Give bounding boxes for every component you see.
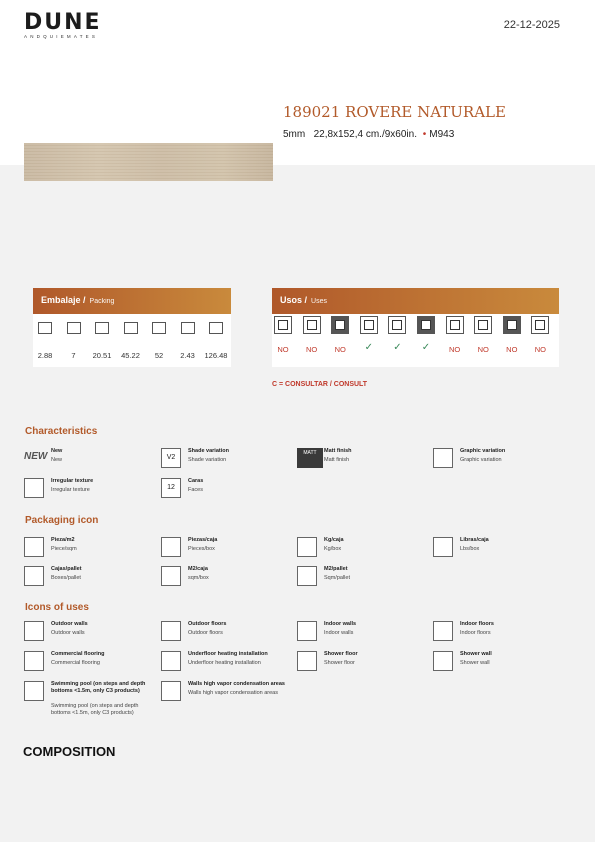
legend-label-en: Outdoor walls — [51, 630, 85, 636]
packing-title: Embalaje / — [41, 295, 86, 305]
commercial-flooring-icon — [388, 316, 406, 334]
consult-note: C = CONSULTAR / CONSULT — [272, 381, 368, 388]
box-icon — [67, 322, 81, 334]
icon-glyph — [307, 320, 317, 330]
matt-finish-icon: MATT — [297, 448, 323, 468]
legend-label: Matt finish — [324, 448, 352, 454]
legend-label-en: Irregular texture — [51, 487, 90, 493]
icon-glyph — [421, 320, 431, 330]
product-code: M943 — [429, 129, 455, 140]
use-value: NO — [277, 345, 289, 354]
outdoor-floors-icon — [161, 621, 181, 641]
packing-subtitle: Packing — [89, 298, 115, 305]
shower-wall-icon — [474, 316, 492, 334]
legend-label: Indoor floors — [460, 621, 494, 627]
swimming-pool-icon — [24, 681, 44, 701]
legend-label: Shower floor — [324, 651, 358, 657]
use-value: NO — [334, 345, 346, 354]
packing-value: 2.43 — [180, 351, 195, 360]
brand-subtitle: ANDQUIEMATES — [24, 34, 99, 39]
legend-label: Outdoor walls — [51, 621, 88, 627]
packing-value: 20.51 — [92, 351, 112, 360]
lbs-icon — [124, 322, 138, 334]
icon-glyph — [392, 320, 402, 330]
document-date: 22-12-2025 — [503, 19, 560, 31]
packing-value: 52 — [154, 351, 164, 360]
irregular-texture-icon — [24, 478, 44, 498]
legend-label: M2/pallet — [324, 566, 348, 572]
legend-label-en: Pieces/box — [188, 546, 215, 552]
legend-label-en: Faces — [188, 487, 203, 493]
m2-icon — [38, 322, 52, 334]
legend-label-en: Walls high vapor condensation areas — [188, 690, 278, 696]
brand-logo — [24, 12, 102, 39]
legend-label: Outdoor floors — [188, 621, 227, 627]
icon-glyph — [478, 320, 488, 330]
icon-glyph — [364, 320, 374, 330]
packaging-icon-title: Packaging icon — [25, 515, 99, 526]
separator-dot: • — [422, 129, 427, 140]
legend-label-en: Piece/sqm — [51, 546, 77, 552]
composition-title: COMPOSITION — [23, 744, 116, 759]
underfloor-heating-icon — [161, 651, 181, 671]
use-value: NO — [305, 345, 318, 354]
legend-label: Graphic variation — [460, 448, 506, 454]
product-thickness: 5mm — [283, 129, 306, 140]
outdoor-walls-icon — [274, 316, 292, 334]
use-value: NO — [448, 345, 461, 354]
product-title: 189021 ROVERE NATURALE — [283, 103, 506, 121]
legend-label: Indoor walls — [324, 621, 357, 627]
use-value: ✓ — [393, 342, 402, 353]
shower-floor-icon — [446, 316, 464, 334]
product-size: 22,8x152,4 cm./9x60in. — [313, 129, 417, 140]
use-value: ✓ — [364, 342, 373, 353]
legend-label: Libras/caja — [460, 537, 489, 543]
use-value: NO — [477, 345, 489, 354]
uses-panel-header — [272, 288, 559, 314]
legend-label-en: Commercial flooring — [51, 660, 100, 666]
pallet-icon — [24, 566, 44, 586]
packing-value: 2.88 — [37, 351, 53, 360]
use-value: NO — [534, 345, 547, 354]
icon-glyph — [335, 320, 345, 330]
legend-label-en: Shade variation — [188, 457, 227, 463]
icon-glyph — [450, 320, 460, 330]
product-swatch-image — [24, 143, 273, 181]
kg-icon — [297, 537, 317, 557]
icon-glyph — [535, 320, 545, 330]
product-specs — [283, 129, 454, 140]
m2-box-icon — [161, 566, 181, 586]
packing-panel-header — [33, 288, 231, 314]
legend-label: Swimming pool (on steps and depth bottoms <1.5m, only C3 products) — [51, 681, 146, 694]
legend-label: Walls high vapor condensation areas — [188, 681, 285, 687]
legend-label: Shower wall — [460, 651, 492, 657]
icon-glyph — [507, 320, 517, 330]
m2-pallet-icon — [297, 566, 317, 586]
box-icon — [161, 537, 181, 557]
legend-label: Underfloor heating installation — [188, 651, 268, 657]
m2-pallet-icon — [209, 322, 223, 334]
graphic-variation-icon — [433, 448, 453, 468]
vapor-condensation-icon — [531, 316, 549, 334]
packing-value: 126.48 — [204, 351, 228, 360]
legend-label: Commercial flooring — [51, 651, 105, 657]
m2-box-icon — [181, 322, 195, 334]
legend-label: Irregular texture — [51, 478, 94, 484]
swimming-pool-icon — [503, 316, 521, 334]
indoor-walls-icon — [297, 621, 317, 641]
faces-icon: 12 — [161, 478, 181, 498]
use-value: NO — [506, 345, 518, 354]
legend-label-en: Lbs/box — [460, 546, 480, 552]
packing-value: 7 — [71, 351, 76, 360]
pallet-icon — [152, 322, 166, 334]
legend-label-en: Shower wall — [460, 660, 490, 666]
outdoor-floors-icon — [303, 316, 321, 334]
legend-label-en: Indoor floors — [460, 630, 491, 636]
indoor-floors-icon — [433, 621, 453, 641]
shower-floor-icon — [297, 651, 317, 671]
legend-label-en: Shower floor — [324, 660, 355, 666]
kg-icon — [95, 322, 109, 334]
legend-label-en: Graphic variation — [460, 457, 502, 463]
legend-label-en: Kg/box — [324, 546, 342, 552]
packing-panel — [33, 314, 231, 367]
characteristics-title: Characteristics — [25, 426, 98, 437]
use-value: ✓ — [421, 342, 431, 353]
uses-subtitle: Uses — [311, 298, 327, 305]
uses-panel — [272, 314, 559, 367]
legend-label-en: Underfloor heating installation — [188, 660, 261, 666]
legend-label-en: Swimming pool (on steps and depth bottoms <1.5m, only C3 products) — [51, 703, 139, 716]
legend-label: New — [51, 448, 63, 454]
legend-label-en: sqm/box — [188, 575, 209, 581]
lbs-icon — [433, 537, 453, 557]
underfloor-heating-icon — [417, 316, 435, 334]
legend-label-en: Matt finish — [324, 457, 350, 463]
legend-label-en: Outdoor floors — [188, 630, 223, 636]
legend-label-en: Indoor walls — [324, 630, 354, 636]
packing-value: 45.22 — [121, 351, 140, 360]
icons-of-uses-title: Icons of uses — [25, 602, 89, 613]
uses-title: Usos / — [280, 295, 308, 305]
indoor-walls-icon — [331, 316, 349, 334]
indoor-floors-icon — [360, 316, 378, 334]
legend-label: Kg/caja — [324, 537, 344, 543]
m2-icon — [24, 537, 44, 557]
legend-label-en: Sqm/pallet — [324, 575, 350, 581]
new-icon: NEW — [24, 451, 48, 462]
commercial-flooring-icon — [24, 651, 44, 671]
legend-label: M2/caja — [188, 566, 208, 572]
vapor-condensation-icon — [161, 681, 181, 701]
brand-name: DUNE — [24, 10, 102, 35]
shower-wall-icon — [433, 651, 453, 671]
legend-label: Pieza/m2 — [51, 537, 75, 543]
legend-label: Piezas/caja — [188, 537, 218, 543]
legend-label: Cajas/pallet — [51, 566, 82, 572]
icon-glyph — [278, 320, 288, 330]
legend-label-en: New — [51, 457, 63, 463]
legend-label-en: Boxes/pallet — [51, 575, 81, 581]
shade-variation-icon: V2 — [161, 448, 181, 468]
legend-label: Caras — [188, 478, 204, 484]
legend-label: Shade variation — [188, 448, 229, 454]
outdoor-walls-icon — [24, 621, 44, 641]
